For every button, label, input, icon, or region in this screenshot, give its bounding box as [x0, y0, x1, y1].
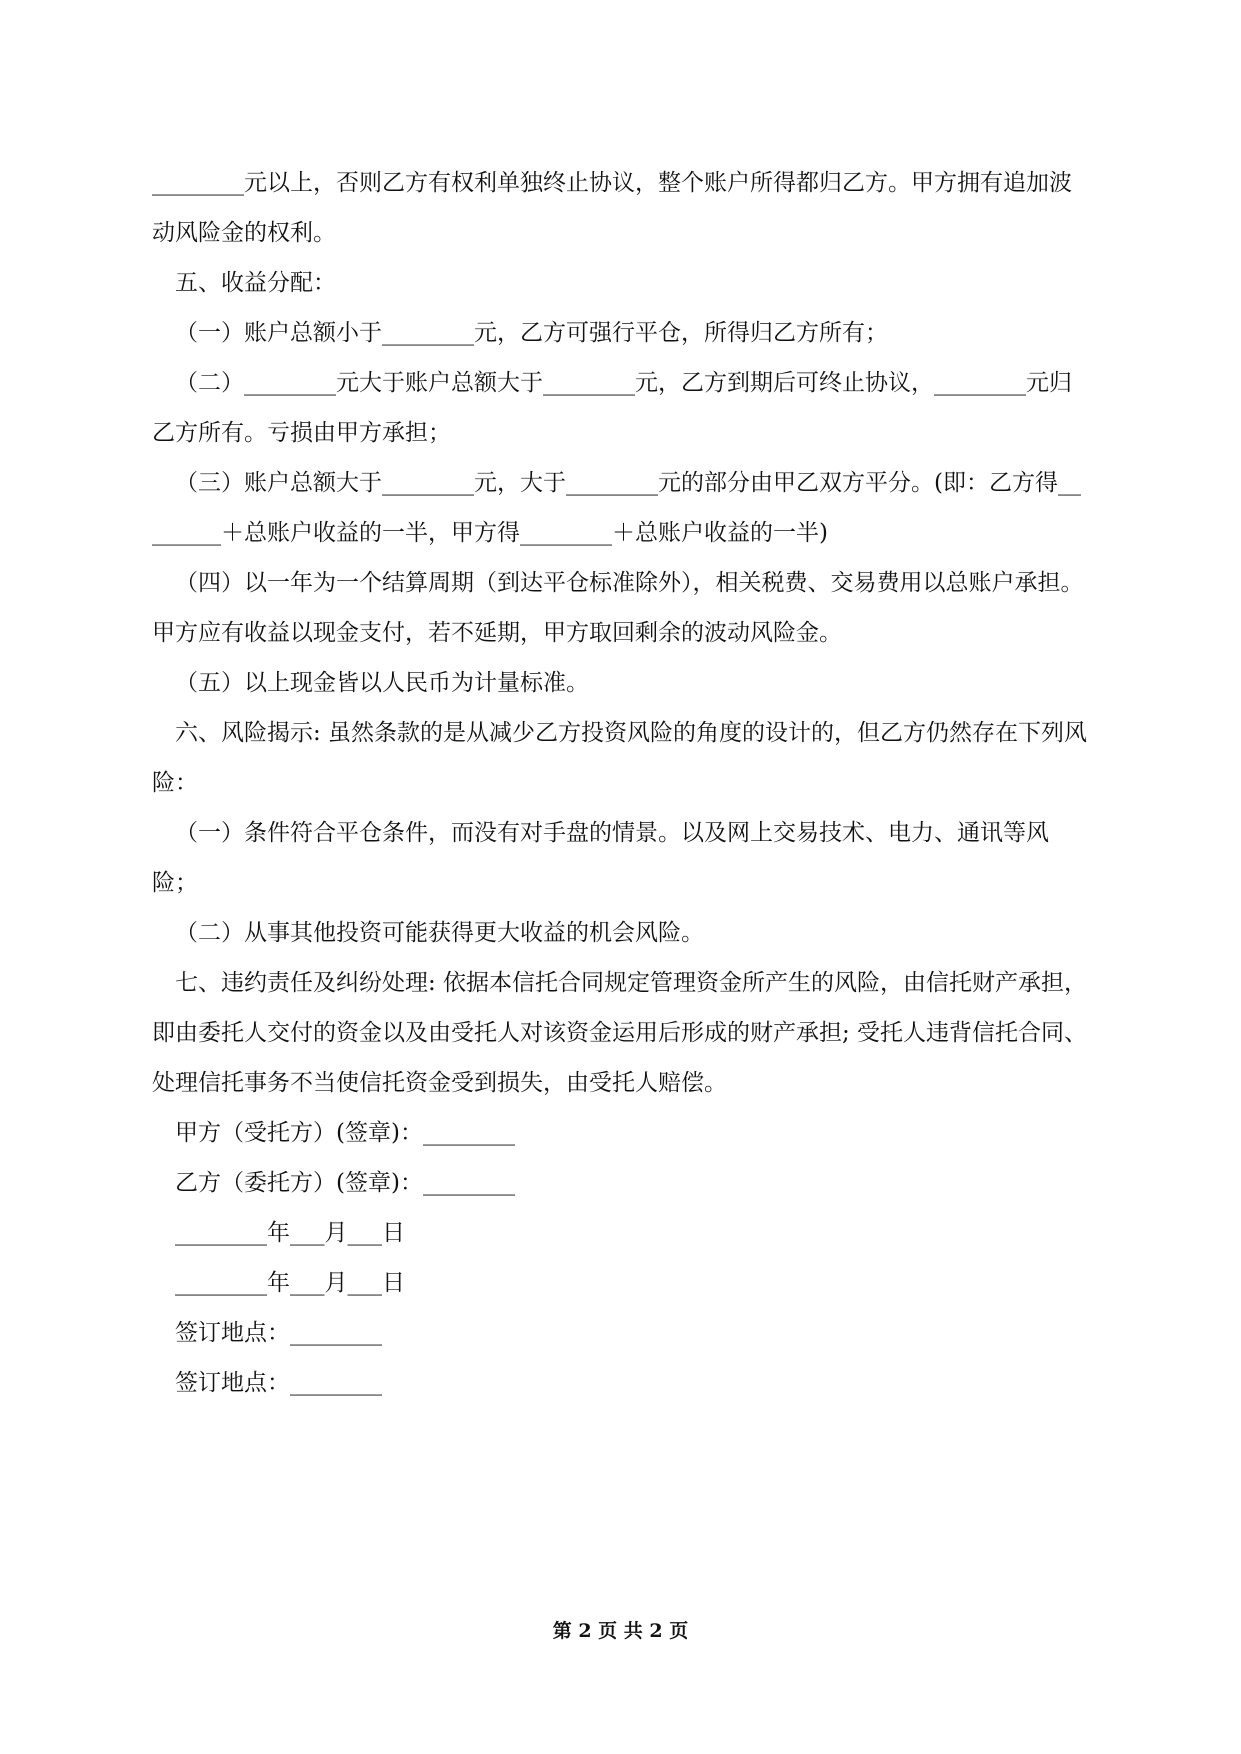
section-heading-income-distribution: 五、收益分配： — [175, 270, 336, 296]
signing-place-b: 签订地点：________ — [175, 1370, 382, 1396]
section-risk-disclosure: 六、风险揭示: 虽然条款的是从减少乙方投资风险的角度的设计的，但乙方仍然存在下列风险： — [152, 720, 1088, 796]
clause-income-2: （二）________元大于账户总额大于________元，乙方到期后可终止协议，________元归乙方所有。亏损由甲方承担； — [152, 370, 1072, 446]
signature-party-a: 甲方（受托方）(签章)：________ — [175, 1120, 515, 1146]
signing-place-a: 签订地点：________ — [175, 1320, 382, 1346]
document-body — [152, 158, 1092, 1408]
signature-party-b: 乙方（委托方）(签章)：________ — [175, 1170, 515, 1196]
signature-date-b: ________年___月___日 — [175, 1270, 405, 1296]
clause-income-5: （五）以上现金皆以人民币为计量标准。 — [175, 670, 589, 696]
clause-risk-1: （一）条件符合平仓条件，而没有对手盘的情景。以及网上交易技术、电力、通讯等风险； — [152, 820, 1049, 896]
section-liability: 七、违约责任及纠纷处理: 依据本信托合同规定管理资金所产生的风险，由信托财产承担，即由委托人交付的资金以及由受托人对该资金运用后形成的财产承担; 受托人违背信托合同、处理信托事务不当使信托资金受到损失，由受托人赔偿。 — [152, 970, 1088, 1096]
paragraph-continuation: ________元以上，否则乙方有权利单独终止协议，整个账户所得都归乙方。甲方拥有追加波动风险金的权利。 — [152, 170, 1072, 246]
signature-date-a: ________年___月___日 — [175, 1220, 405, 1246]
clause-income-1: （一）账户总额小于________元，乙方可强行平仓，所得归乙方所有； — [175, 320, 888, 346]
clause-risk-2: （二）从事其他投资可能获得更大收益的机会风险。 — [175, 920, 704, 946]
clause-income-4: （四）以一年为一个结算周期（到达平仓标准除外），相关税费、交易费用以总账户承担。甲方应有收益以现金支付，若不延期，甲方取回剩余的波动风险金。 — [152, 570, 1084, 646]
page-number-footer: 第 2 页 共 2 页 — [552, 1620, 689, 1642]
clause-income-3: （三）账户总额大于________元，大于________元的部分由甲乙双方平分。(即：乙方得________＋总账户收益的一半，甲方得________＋总账户收益的一半) — [152, 470, 1081, 546]
